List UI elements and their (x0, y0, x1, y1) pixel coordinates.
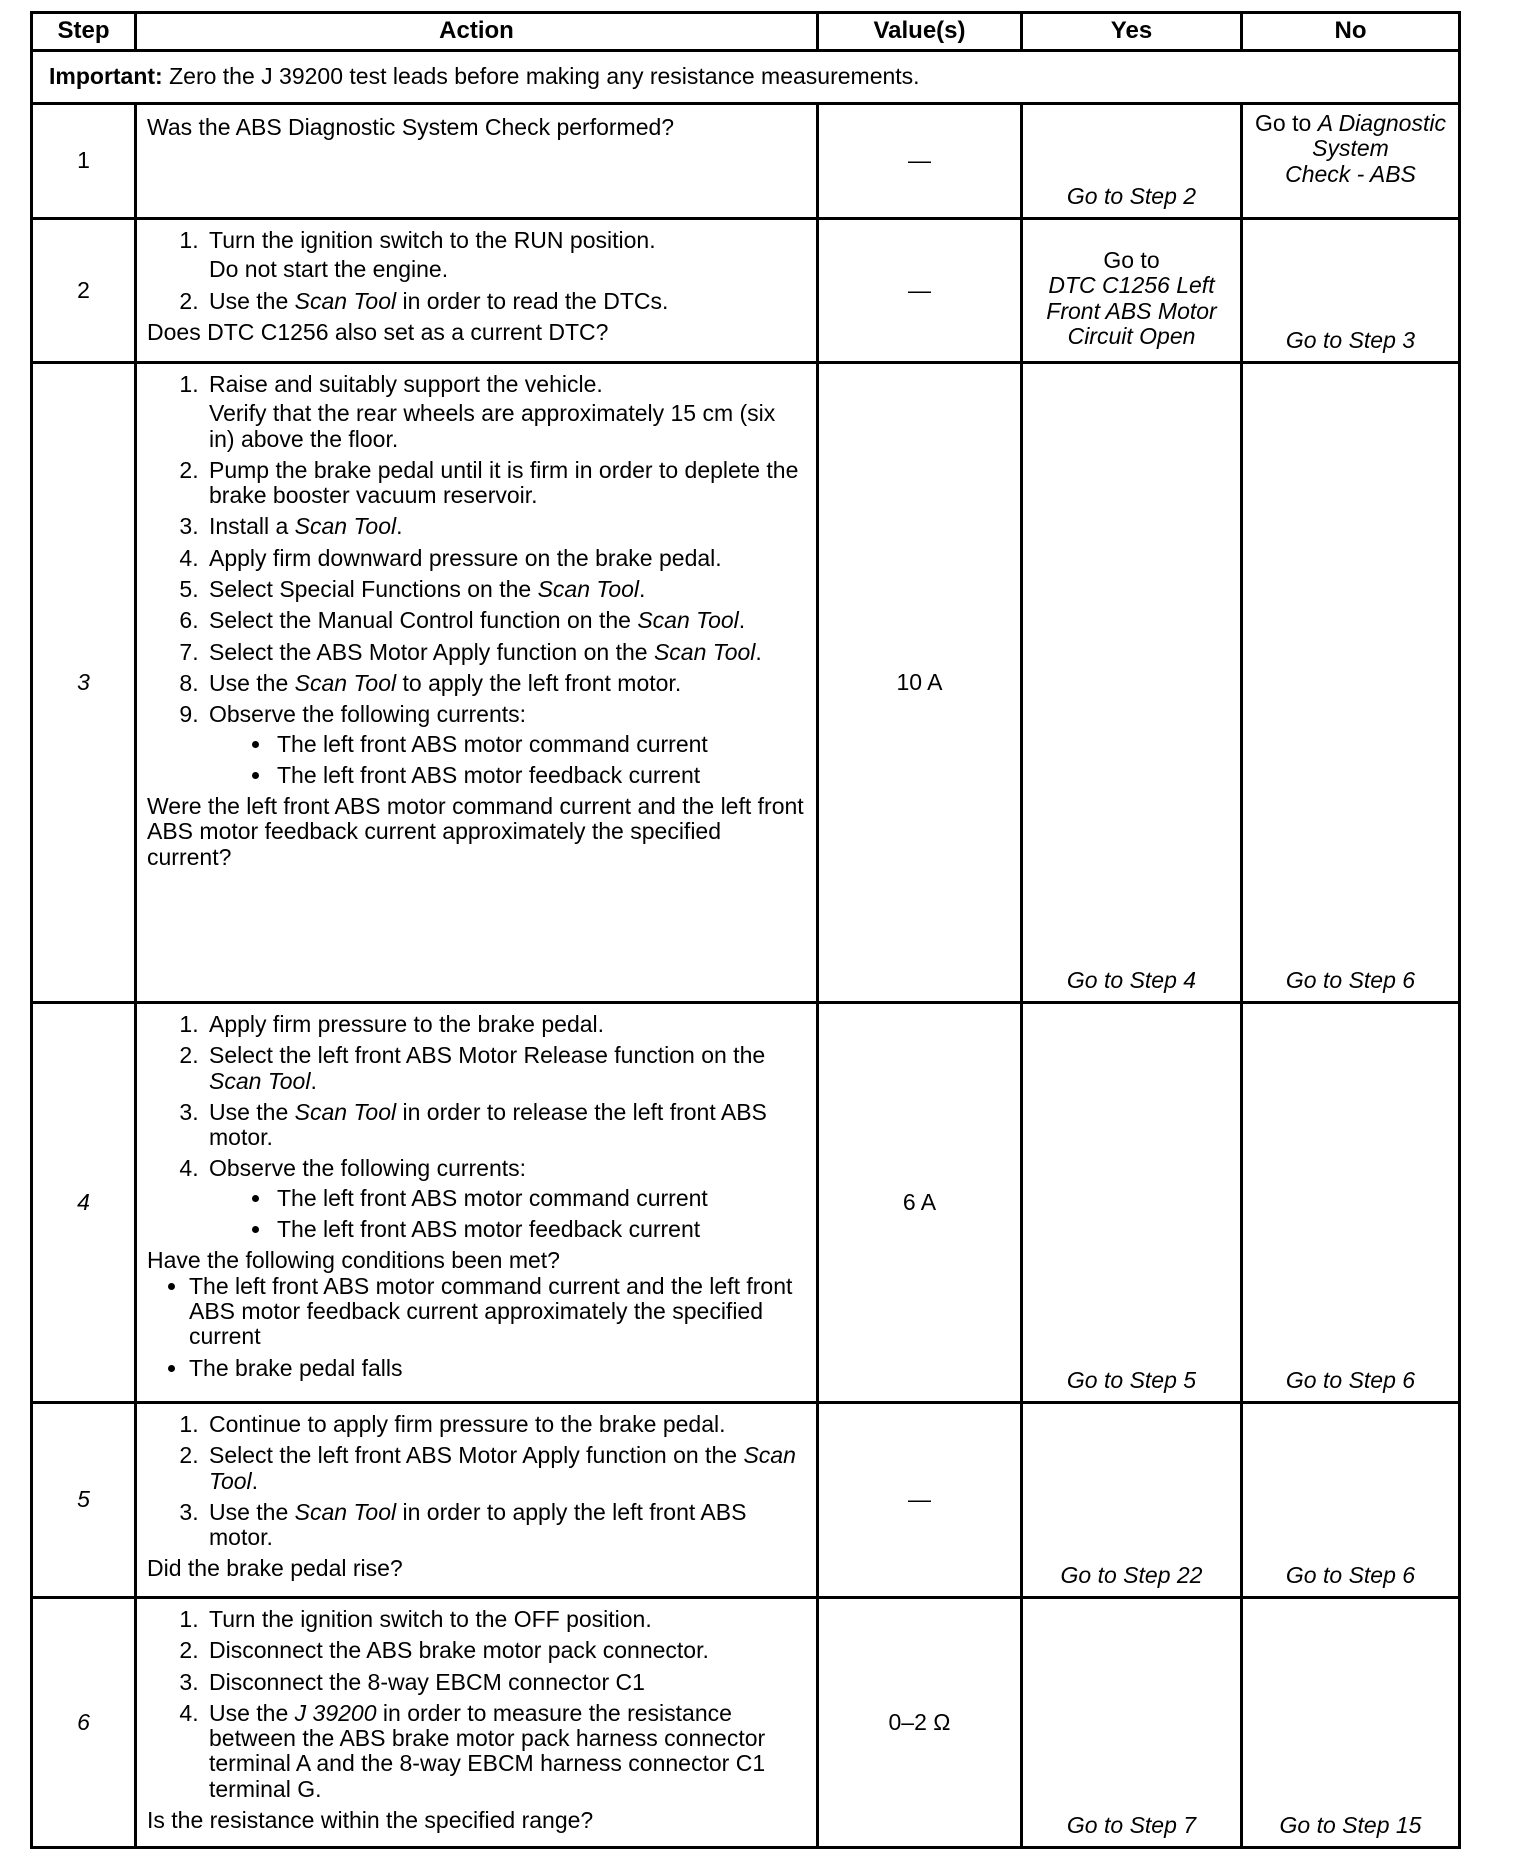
list-item: 4. Use the J 39200 in order to measure the resistance between the ABS brake motor pack harness connector terminal A and the 8-way EBCM harness connector C1 terminal G. (205, 1701, 806, 1802)
question: Was the ABS Diagnostic System Check performed? (147, 114, 675, 140)
action-cell (136, 1003, 818, 1403)
no-cell (1242, 1403, 1460, 1598)
header-yes: Yes (1022, 13, 1242, 51)
yes-cell (1022, 363, 1242, 1003)
important-text: Zero the J 39200 test leads before making any resistance measurements. (162, 63, 920, 90)
yes-cell (1022, 1598, 1242, 1848)
table-row (32, 1403, 1460, 1598)
yes-cell (1022, 1403, 1242, 1598)
important-label: Important: (49, 63, 163, 90)
condition-list (147, 1274, 806, 1381)
table-row (32, 1003, 1460, 1403)
header-values: Value(s) (818, 13, 1022, 51)
yes-link[interactable]: Go to Step 5 (1066, 1366, 1197, 1393)
table-row (32, 104, 1460, 219)
step-number: 3 (32, 363, 136, 1003)
step-list (147, 1607, 806, 1802)
list-item: 4. Apply firm downward pressure on the brake pedal. (205, 546, 806, 571)
yes-link[interactable]: Go to Step 22 (1060, 1561, 1203, 1588)
question: Were the left front ABS motor command current and the left front ABS motor feedback current approximately the specified current? (147, 793, 804, 870)
yes-link[interactable]: Go to Step 2 (1066, 182, 1197, 209)
yes-link[interactable]: Go to DTC C1256 Left Front ABS Motor Circuit Open (1046, 247, 1217, 349)
list-item: 1. Raise and suitably support the vehicle. Verify that the rear wheels are approximately 15 cm (six in) above the floor. (205, 372, 806, 452)
header-no: No (1242, 13, 1460, 51)
bullet-list (209, 1186, 806, 1243)
step-number: 5 (32, 1403, 136, 1598)
table-row (32, 1598, 1460, 1848)
action-cell (136, 104, 818, 219)
table-row (32, 219, 1460, 363)
action-cell (136, 219, 818, 363)
no-cell (1242, 219, 1460, 363)
list-item: 1. Turn the ignition switch to the OFF position. (205, 1607, 806, 1632)
header-step: Step (32, 13, 136, 51)
no-cell (1242, 1598, 1460, 1848)
bullet-item: • The left front ABS motor command current (273, 1186, 806, 1211)
step-number: 1 (32, 104, 136, 219)
list-item: 1. Apply firm pressure to the brake pedal. (205, 1012, 806, 1037)
condition-item: • The brake pedal falls (189, 1356, 806, 1381)
diagnostic-table (30, 11, 1461, 1849)
no-suffix: Check - ABS (1285, 160, 1416, 187)
bullet-item: • The left front ABS motor command current (273, 732, 806, 757)
no-cell (1242, 363, 1460, 1003)
list-item: 3. Use the Scan Tool in order to apply the left front ABS motor. (205, 1500, 806, 1551)
yes-link[interactable]: Go to Step 7 (1066, 1811, 1197, 1838)
action-cell (136, 1598, 818, 1848)
bullet-item: • The left front ABS motor feedback current (273, 1217, 806, 1242)
question: Did the brake pedal rise? (147, 1555, 403, 1582)
step-list (147, 228, 806, 314)
list-item: 2. Use the Scan Tool in order to read the DTCs. (205, 289, 806, 314)
step-list (147, 372, 806, 788)
list-item: 1. Continue to apply firm pressure to the brake pedal. (205, 1412, 806, 1437)
step-number: 4 (32, 1003, 136, 1403)
value-cell: — (818, 1403, 1022, 1598)
no-link[interactable]: Go to Step 6 (1285, 1366, 1416, 1393)
header-action: Action (136, 13, 818, 51)
list-item: 7. Select the ABS Motor Apply function on the Scan Tool. (205, 640, 806, 665)
step-list (147, 1012, 806, 1242)
list-item: 2. Disconnect the ABS brake motor pack connector. (205, 1638, 806, 1663)
value-cell: 0–2 Ω (818, 1598, 1022, 1848)
list-item: 3. Disconnect the 8-way EBCM connector C1 (205, 1670, 806, 1695)
list-item: 2. Pump the brake pedal until it is firm in order to deplete the brake booster vacuum reservoir. (205, 458, 806, 509)
yes-cell (1022, 219, 1242, 363)
step-number: 2 (32, 219, 136, 363)
no-cell (1242, 104, 1460, 219)
no-link[interactable]: Go to Step 3 (1285, 326, 1416, 353)
no-link[interactable]: Go to Step 15 (1279, 1811, 1422, 1838)
important-row (32, 51, 1460, 104)
question: Have the following conditions been met? (147, 1247, 560, 1274)
question: Does DTC C1256 also set as a current DTC? (147, 318, 609, 345)
header-row (32, 13, 1460, 51)
bullet-list (209, 732, 806, 789)
important-note (32, 51, 1460, 104)
action-cell (136, 363, 818, 1003)
bullet-item: • The left front ABS motor feedback current (273, 763, 806, 788)
value-cell: 10 A (818, 363, 1022, 1003)
list-item: 3. Install a Scan Tool. (205, 514, 806, 539)
list-item: 4. Observe the following currents: • The left front ABS motor command current • The left front ABS motor feedback current (205, 1156, 806, 1242)
table-row (32, 363, 1460, 1003)
yes-cell (1022, 104, 1242, 219)
step-number: 6 (32, 1598, 136, 1848)
list-item: 2. Select the left front ABS Motor Release function on the Scan Tool. (205, 1043, 806, 1094)
no-italic: A Diagnostic System (1312, 110, 1446, 162)
list-item: 2. Select the left front ABS Motor Apply function on the Scan Tool. (205, 1443, 806, 1494)
list-item: 6. Select the Manual Control function on the Scan Tool. (205, 608, 806, 633)
no-prefix: Go to (1255, 110, 1318, 136)
list-item: 1. Turn the ignition switch to the RUN position. Do not start the engine. (205, 228, 806, 283)
list-item: 9. Observe the following currents: • The left front ABS motor command current • The left front ABS motor feedback current (205, 702, 806, 788)
yes-link[interactable]: Go to Step 4 (1066, 966, 1197, 993)
value-cell: — (818, 104, 1022, 219)
value-cell: 6 A (818, 1003, 1022, 1403)
yes-cell (1022, 1003, 1242, 1403)
no-cell (1242, 1003, 1460, 1403)
no-link[interactable] (1243, 105, 1458, 187)
list-item: 3. Use the Scan Tool in order to release the left front ABS motor. (205, 1100, 806, 1151)
action-cell (136, 1403, 818, 1598)
condition-item: • The left front ABS motor command current and the left front ABS motor feedback current approximately the specified current (189, 1274, 806, 1350)
question: Is the resistance within the specified range? (147, 1807, 594, 1834)
value-cell: — (818, 219, 1022, 363)
list-item: 5. Select Special Functions on the Scan Tool. (205, 577, 806, 602)
step-list (147, 1412, 806, 1550)
no-link[interactable]: Go to Step 6 (1285, 1561, 1416, 1588)
list-item: 8. Use the Scan Tool to apply the left front motor. (205, 671, 806, 696)
no-link[interactable]: Go to Step 6 (1285, 966, 1416, 993)
